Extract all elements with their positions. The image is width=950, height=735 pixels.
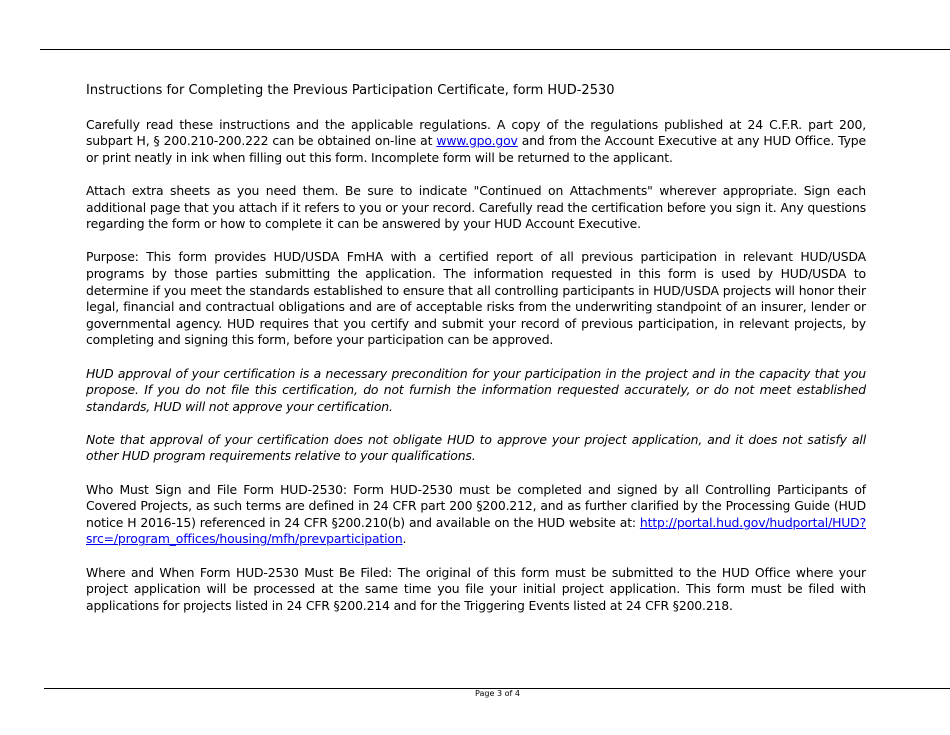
paragraph-where-when: Where and When Form HUD-2530 Must Be Filed: The original of this form must be submitted to the HUD Office where your project application will be processed at the same time you file your initial project application. This form must be filed with applications for projects listed in 24 CFR §200.214 and for the Triggering Events listed at 24 CFR §200.218.	[86, 564, 866, 613]
paragraph-note: Note that approval of your certification does not obligate HUD to approve your project application, and it does not satisfy all other HUD program requirements relative to your qualifications.	[86, 431, 866, 464]
paragraph-who-must-sign	[86, 482, 866, 548]
paragraph-who-must-sign-end: .	[402, 531, 407, 547]
hud-portal-link[interactable]: http://portal.hud.gov/hudportal/HUD?src=/program_offices/housing/mfh/prevparticipation	[86, 514, 866, 547]
paragraph-regulations-text: Carefully read these instructions and the applicable regulations. A copy of the regulations published at 24 C.F.R. part 200, subpart H, § 200.210-200.222 can be obtained on-line at	[86, 116, 866, 149]
paragraph-purpose: Purpose: This form provides HUD/USDA FmHA with a certified report of all previous participation in relevant HUD/USDA programs by those parties submitting the application. The information requested in this form is used by HUD/USDA to determine if you meet the standards established to ensure that all controlling participants in HUD/USDA projects will honor their legal, financial and contractual obligations and are of acceptable risks from the underwriting standpoint of an insurer, lender or governmental agency. HUD requires that you certify and submit your record of previous participation, in relevant projects, by completing and signing this form, before your participation can be approved.	[86, 249, 866, 348]
top-rule	[40, 49, 950, 50]
gpo-link[interactable]: www.gpo.gov	[436, 133, 518, 149]
paragraph-regulations	[86, 117, 866, 167]
paragraph-who-must-sign-text: Who Must Sign and File Form HUD-2530: Form HUD-2530 must be completed and signed by all Controlling Participants of Covered Projects, as such terms are defined in 24 CFR part 200 §200.212, and as further clarified by the Processing Guide (HUD notice H 2016-15) referenced in 24 CFR §200.210(b) and available on the HUD website at:	[86, 481, 866, 530]
paragraph-regulations-text-end: and from the Account Executive at any HUD Office. Type or print neatly in ink when filling out this form. Incomplete form will be returned to the applicant.	[86, 133, 866, 165]
page-title: Instructions for Completing the Previous Participation Certificate, form HUD-2530	[86, 83, 615, 98]
instructions-body	[86, 83, 866, 631]
paragraph-approval: HUD approval of your certification is a necessary precondition for your participation in the project and in the capacity that you propose. If you do not file this certification, do not furnish the information requested accurately, or do not meet established standards, HUD will not approve your certification.	[86, 365, 866, 414]
page-number: Page 3 of 4	[475, 689, 520, 698]
paragraph-attachments: Attach extra sheets as you need them. Be sure to indicate "Continued on Attachments" wherever appropriate. Sign each additional page that you attach if it refers to you or your record. Carefully read the certification before you sign it. Any questions regarding the form or how to complete it can be answered by your HUD Account Executive.	[86, 182, 866, 232]
